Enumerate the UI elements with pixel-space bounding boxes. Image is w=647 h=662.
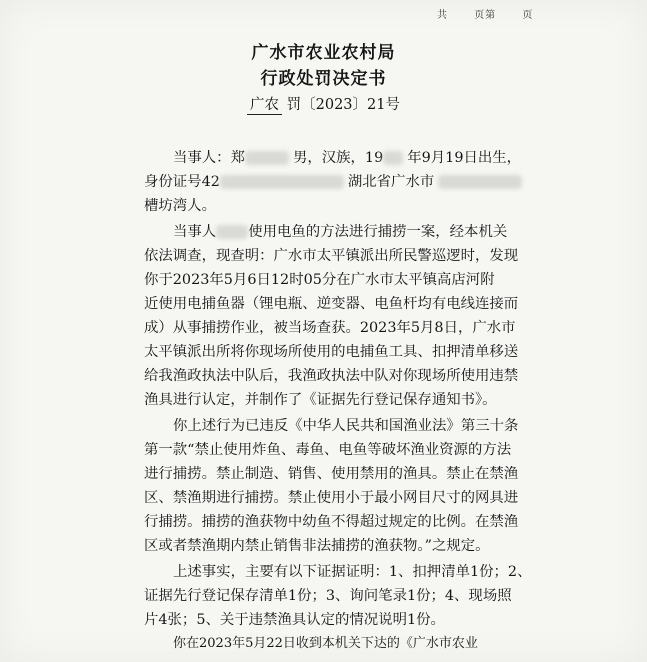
body-line: 当事人：郑 男，汉族，19 年9月19日出生， xyxy=(173,150,522,166)
document-title: 行政处罚决定书 xyxy=(260,69,387,89)
body-line: 片4张；5、关于违禁渔具认定的情况说明1份。 xyxy=(144,612,445,628)
body-line: 身份证号42 湖北省广水市 xyxy=(144,172,522,192)
body-line: 你上述行为已违反《中华人民共和国渔业法》第三十条 xyxy=(173,418,519,434)
body-line: 给我渔政执法中队后，我渔政执法中队对你现场所使用违禁 xyxy=(144,368,519,384)
body-line: 你于2023年5月6日12时05分在广水市太平镇高店河附 xyxy=(144,272,495,288)
body-line: 上述事实，主要有以下证据证明：1、扣押清单1份；2、 xyxy=(173,564,532,580)
body-line: 近使用电捕鱼器（锂电瓶、逆变器、电鱼杆均有电线连接而 xyxy=(144,296,519,312)
body-line: 依法调查，现查明：广水市太平镇派出所民警巡逻时，发现 xyxy=(144,248,519,264)
redacted-party-name xyxy=(216,225,248,239)
page-counter xyxy=(437,6,545,21)
body-line: 进行捕捞。禁止制造、销售、使用禁用的渔具。禁止在禁渔 xyxy=(144,466,519,482)
body-line: 当事人 使用电鱼的方法进行捕捞一案，经本机关 xyxy=(173,224,508,240)
body-line: 你在2023年5月22日收到本机关下达的《广水市农业 xyxy=(173,636,478,651)
redacted-address xyxy=(438,175,522,189)
body-line: 成）从事捕捞作业，被当场查获。2023年5月8日，广水市 xyxy=(144,320,516,336)
body-line: 证据先行登记保存清单1份；3、询问笔录1份；4、现场照 xyxy=(144,588,512,604)
page-counter-total-label: 共 xyxy=(437,10,448,21)
body-line: 第一款“禁止使用炸鱼、毒鱼、电鱼等破坏渔业资源的方法 xyxy=(144,442,512,458)
redacted-birth-year xyxy=(383,151,403,165)
document-number-rest: 罚〔2023〕21号 xyxy=(286,97,400,113)
agency-title: 广水市农业农村局 xyxy=(251,43,396,63)
redacted-name xyxy=(245,151,289,165)
body-line: 区、禁渔期进行捕捞。禁止使用小于最小网目尺寸的网具进 xyxy=(144,490,519,506)
page-counter-suffix: 页 xyxy=(522,10,534,21)
body-line: 渔具进行认定，并制作了《证据先行登记保存通知书》。 xyxy=(144,392,497,408)
page-counter-current-label: 页第 xyxy=(474,10,497,21)
body-line: 区或者禁渔期内禁止销售非法捕捞的渔获物。”之规定。 xyxy=(144,538,490,554)
document-number xyxy=(0,93,647,115)
body-line: 太平镇派出所将你现场所使用的电捕鱼工具、扣押清单移送 xyxy=(144,344,519,360)
body-line: 行捕捞。捕捞的渔获物中幼鱼不得超过规定的比例。在禁渔 xyxy=(144,514,519,530)
document-number-prefix: 广农 xyxy=(247,93,282,115)
redacted-id-number xyxy=(220,175,344,189)
body-line: 槽坊湾人。 xyxy=(144,198,216,214)
